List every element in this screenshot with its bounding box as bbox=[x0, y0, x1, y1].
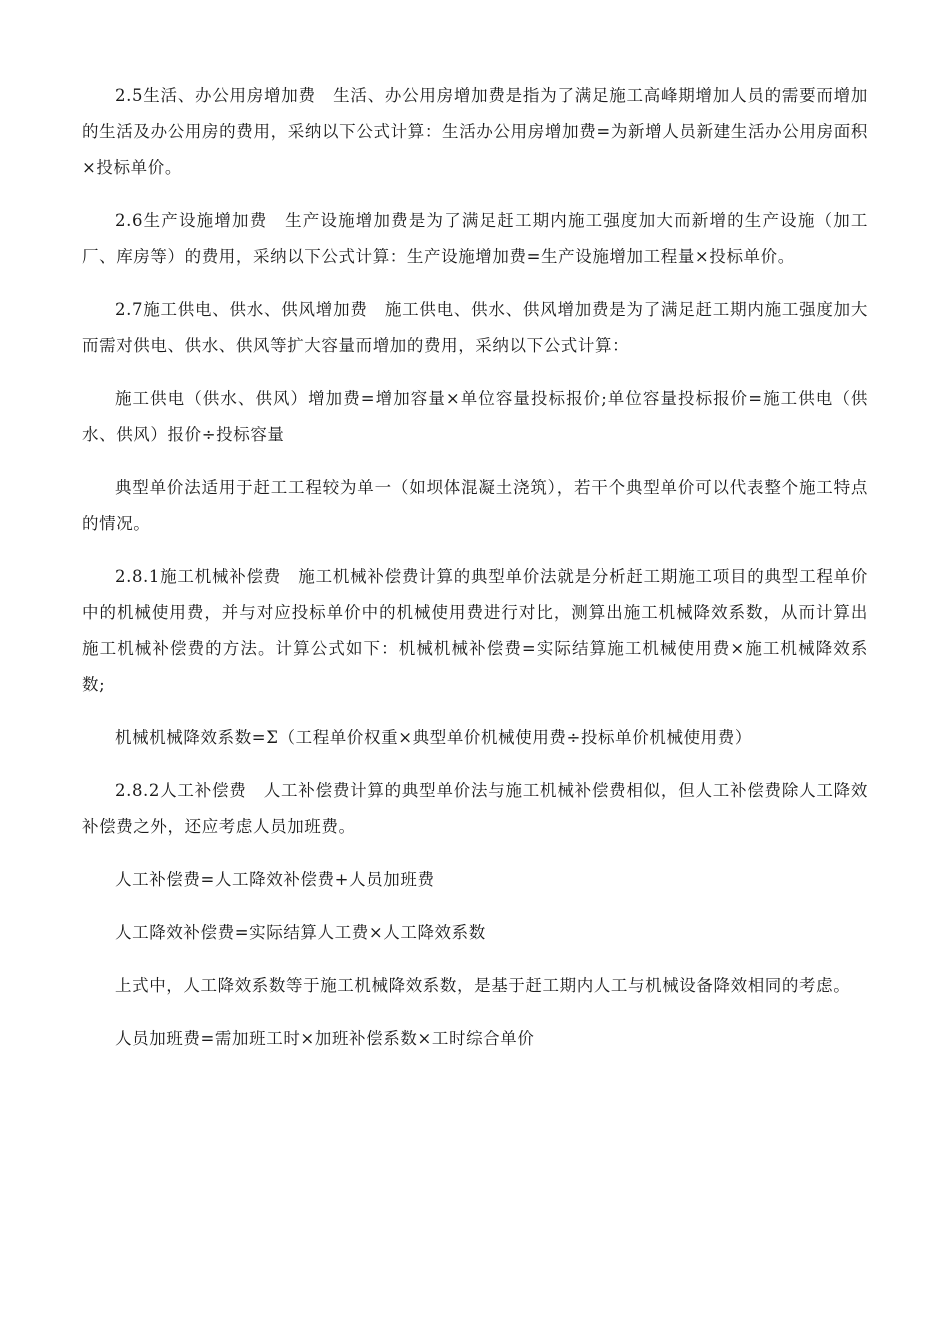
paragraph-2-6: 2.6生产设施增加费 生产设施增加费是为了满足赶工期内施工强度加大而新增的生产设施（加工厂、库房等）的费用，采纳以下公式计算：生产设施增加费=生产设施增加工程量×投标单价。 bbox=[82, 211, 868, 266]
paragraph-labor-compensation: 人工补偿费=人工降效补偿费+人员加班费 bbox=[115, 870, 435, 889]
paragraph-coefficient-note: 上式中，人工降效系数等于施工机械降效系数，是基于赶工期内人工与机械设备降效相同的考虑。 bbox=[115, 976, 851, 995]
document-page bbox=[82, 78, 868, 1057]
paragraph-overtime: 人员加班费=需加班工时×加班补偿系数×工时综合单价 bbox=[115, 1029, 535, 1048]
paragraph-power-formula: 施工供电（供水、供风）增加费=增加容量×单位容量投标报价;单位容量投标报价=施工供电（供水、供风）报价÷投标容量 bbox=[82, 389, 868, 444]
paragraph-typical-unit-price: 典型单价法适用于赶工工程较为单一（如坝体混凝土浇筑），若干个典型单价可以代表整个施工特点的情况。 bbox=[82, 478, 868, 533]
paragraph-labor-efficiency: 人工降效补偿费=实际结算人工费×人工降效系数 bbox=[115, 923, 486, 942]
paragraph-machine-coefficient: 机械机械降效系数=Σ（工程单价权重×典型单价机械使用费÷投标单价机械使用费） bbox=[115, 728, 752, 747]
paragraph-2-7: 2.7施工供电、供水、供风增加费 施工供电、供水、供风增加费是为了满足赶工期内施工强度加大而需对供电、供水、供风等扩大容量而增加的费用，采纳以下公式计算： bbox=[82, 300, 868, 355]
paragraph-2-5: 2.5生活、办公用房增加费 生活、办公用房增加费是指为了满足施工高峰期增加人员的需要而增加的生活及办公用房的费用，采纳以下公式计算：生活办公用房增加费=为新增人员新建生活办公用房面积×投标单价。 bbox=[82, 86, 868, 177]
paragraph-2-8-2: 2.8.2人工补偿费 人工补偿费计算的典型单价法与施工机械补偿费相似，但人工补偿费除人工降效补偿费之外，还应考虑人员加班费。 bbox=[82, 781, 868, 836]
paragraph-2-8-1: 2.8.1施工机械补偿费 施工机械补偿费计算的典型单价法就是分析赶工期施工项目的典型工程单价中的机械使用费，并与对应投标单价中的机械使用费进行对比，测算出施工机械降效系数，从而计算出施工机械补偿费的方法。计算公式如下：机械机械补偿费=实际结算施工机械使用费×施工机械降效系数; bbox=[82, 567, 868, 694]
